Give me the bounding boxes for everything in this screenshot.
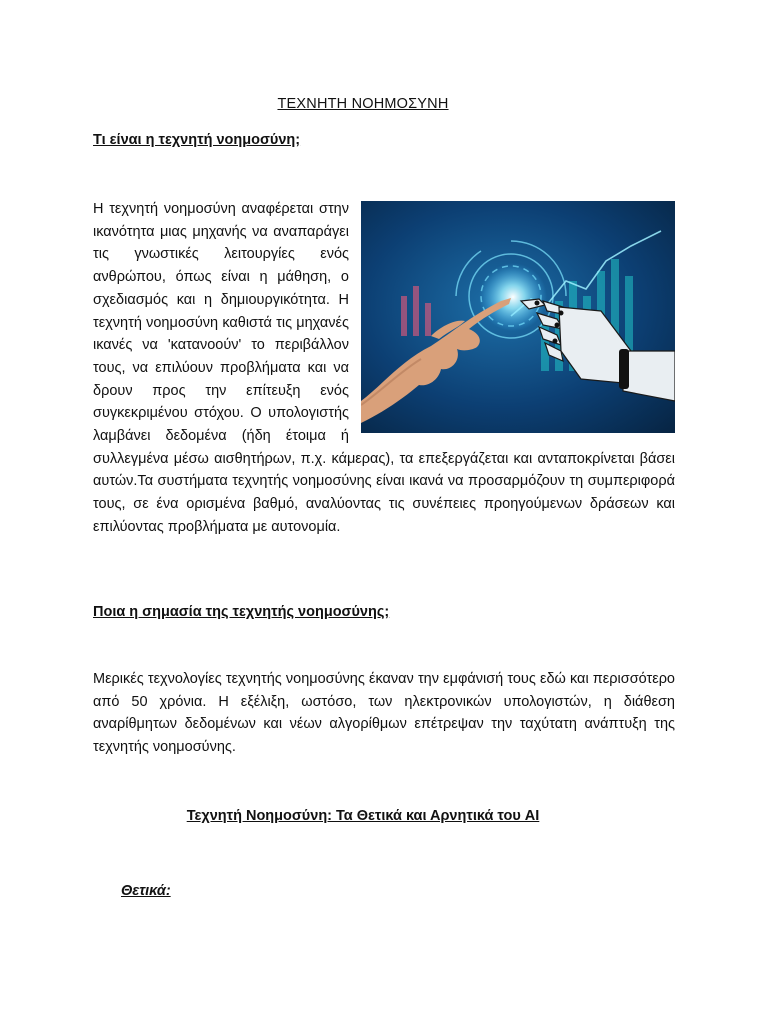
subheading-positives: Θετικά: bbox=[121, 883, 171, 899]
document-title: ΤΕΧΝΗΤΗ ΝΟΗΜΟΣΥΝΗ bbox=[277, 96, 449, 112]
paragraph-importance: Μερικές τεχνολογίες τεχνητής νοημοσύνης έκαναν την εμφάνισή τους εδώ και περισσότερο από 50 χρόνια. Η εξέλιξη, ωστόσο, των ηλεκτρονικών υπολογιστών, η διάθεση αναρίθμητων δεδομένων και νέων αλγορίθμων επέτρεψαν την ταχύτατη ανάπτυξη της τεχνητής νοημοσύνης. bbox=[93, 671, 675, 756]
paragraph-definition bbox=[93, 198, 675, 539]
human-robot-hand-touch-image bbox=[361, 201, 675, 433]
paragraph-definition-text: Η τεχνητή νοημοσύνη αναφέρεται στην ικανότητα μιας μηχανής να αναπαράγει τις γνωστικές λειτουργίες ενός ανθρώπου, όπως είναι η μάθηση, ο σχεδιασμός και η δημιουργικότητα. Η τεχνητή νοημοσύνη καθιστά τις μηχανές ικανές να 'κατανοούν' το περιβάλλον τους, να επιλύουν προβλήματα και να δρουν προς την επίτευξη ενός συγκεκριμένου στόχου. Ο υπολογιστής λαμβάνει δεδομένα (ήδη έτοιμα ή συλλεγμένα μέσω αισθητήρων, π.χ. κάμερας), τα επεξεργάζεται και ανταποκρίνεται βάσει αυτών.Τα συστήματα τεχνητής νοημοσύνης είναι ικανά να προσαρμόζουν τη συμπεριφορά τους, σε ένα ορισμένα βαθμό, αναλύοντας τις συνέπειες προηγούμενων δράσεων και επιλύοντας προβλήματα με αυτονομία. bbox=[93, 201, 675, 535]
section-heading-importance: Ποια η σημασία της τεχνητής νοημοσύνης; bbox=[93, 604, 390, 620]
section-heading-what-is-ai: Τι είναι η τεχνητή νοημοσύνη; bbox=[93, 132, 301, 148]
section-heading-pros-cons: Τεχνητή Νοημοσύνη: Τα Θετικά και Αρνητικά του AI bbox=[186, 808, 540, 824]
